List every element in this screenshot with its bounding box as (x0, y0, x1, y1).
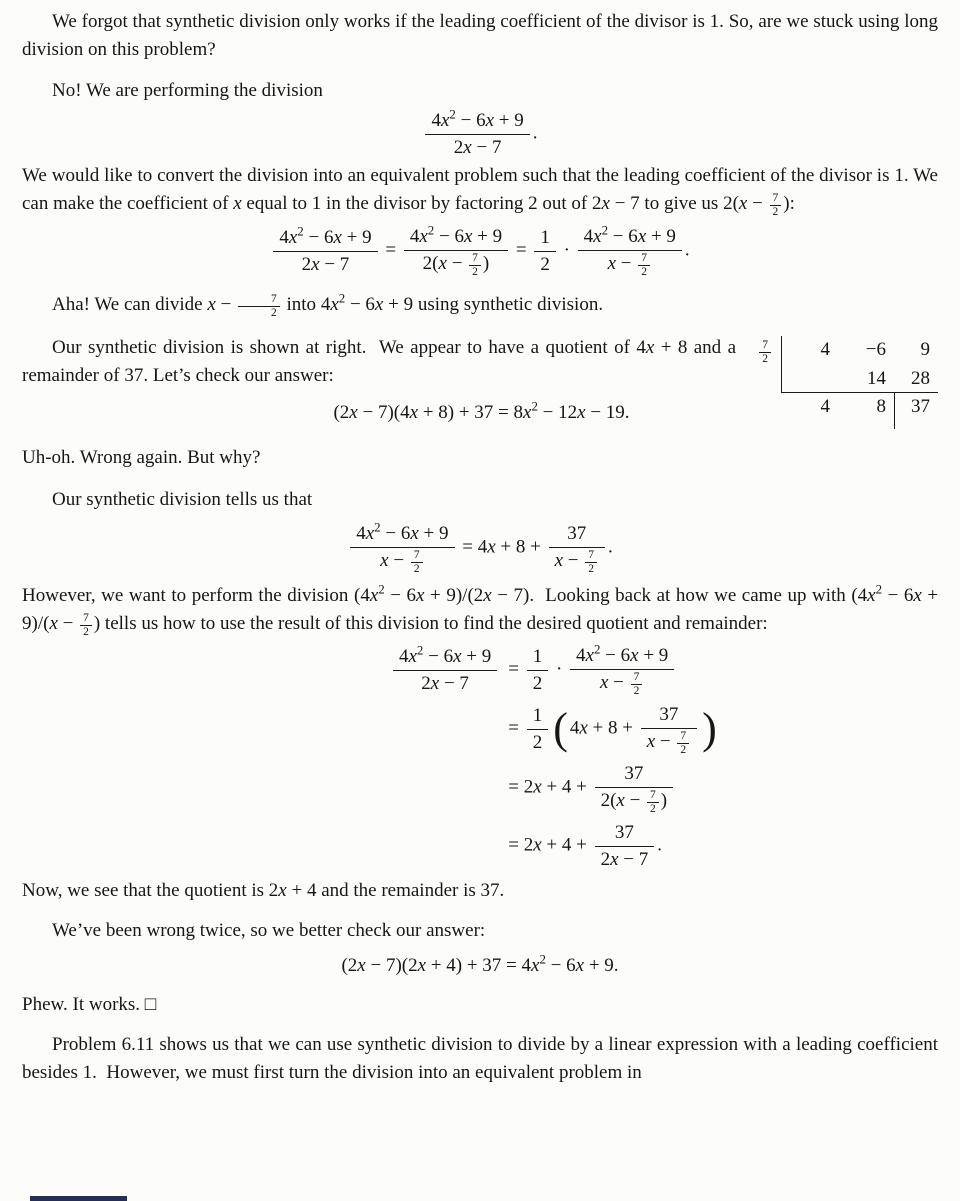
inline-fraction (238, 293, 280, 320)
fraction-numerator (534, 225, 556, 252)
text-run: Aha! We can divide (52, 294, 208, 315)
text-run: We forgot that synthetic division only works if the leading coefficient of the divisor is 1. So, are we stuck using long division on this problem? (22, 11, 943, 60)
fraction-denominator (595, 788, 674, 815)
text-run: . (532, 122, 538, 144)
synth-cell: 4 (820, 339, 830, 360)
inline-fraction (585, 549, 597, 576)
paragraph-quotient-remainder (22, 877, 938, 905)
fraction-denominator: 2 (271, 307, 277, 319)
fraction-denominator: 2 (413, 563, 420, 575)
display-eq-original-division (22, 108, 938, 160)
text-run: No! We are performing the division (52, 80, 323, 101)
text-run: = (508, 717, 524, 739)
math-run: 4x + 8 + (477, 536, 541, 558)
math-run: ) (482, 253, 490, 274)
fraction-numerator (595, 761, 674, 788)
text-run: . (613, 955, 619, 976)
math-run: $4x^2 - 6x + 9$ (279, 223, 372, 248)
synth-empty-cell (736, 365, 782, 393)
text-run: into (281, 294, 321, 315)
paragraph-uh-oh (22, 444, 938, 472)
display-fraction (595, 820, 655, 872)
align-rhs (508, 643, 677, 697)
synth-divisor-cell (736, 336, 782, 365)
fraction-numerator (578, 224, 682, 251)
math-run: ) (660, 790, 668, 811)
inline-fraction (677, 730, 689, 757)
math-run: $4x^2 - 6x + 9$ (356, 519, 449, 544)
math-run: $4x^2 - 6x + 9$ (409, 222, 503, 247)
fraction-numerator: 7 (411, 549, 423, 563)
math-run: 2x + 4 + (523, 834, 587, 856)
synth-grid (736, 336, 938, 429)
math-run: x − (207, 294, 232, 315)
big-parenthesis: ) (702, 704, 717, 753)
math-run: $4x^2 - 6x + 9$ (320, 290, 414, 315)
synth-cell: 14 (838, 365, 894, 393)
text-run: = (457, 536, 478, 558)
text-run: and a remainder of 37. Let’s check our answer: (22, 337, 741, 386)
text-run: We’ve been wrong twice, so we better check our answer: (52, 920, 486, 941)
math-run: 2x − 7 (600, 849, 649, 870)
fraction-denominator: 2 (772, 206, 779, 218)
paragraph-problem-611 (22, 1031, 943, 1087)
fraction-denominator: 2 (472, 266, 478, 278)
math-run: $(4x^2 - 6x + 9)/(2x - 7)$ (353, 581, 530, 606)
fraction-numerator: 7 (80, 612, 92, 626)
display-fraction (273, 225, 377, 277)
text-run: = (508, 834, 524, 856)
math-run: 4x + 8 (636, 337, 688, 358)
aligned-derivation (305, 643, 719, 872)
fraction-numerator (393, 644, 497, 671)
fraction-denominator (527, 730, 549, 755)
fraction-numerator: 7 (238, 293, 280, 307)
text-run: Problem 6.11 shows us that we can use synthetic division to divide by a linear expression with a leading coefficient besides 1. However, we must first turn the division into an equivalent problem in (22, 1034, 943, 1083)
fraction-numerator (641, 702, 697, 729)
fraction-numerator (350, 521, 454, 548)
display-eq-factor-chain (22, 224, 938, 278)
fraction-denominator (570, 670, 674, 697)
fraction-numerator (570, 643, 674, 670)
align-row-3 (305, 761, 719, 815)
synth-cell: 8 (876, 396, 886, 417)
text-run: and the remainder is 37. (316, 880, 505, 901)
text-run: · (551, 658, 568, 680)
display-fraction (425, 108, 529, 160)
math-run: 2x − 7 (301, 254, 350, 275)
display-eq-synth-result (22, 521, 938, 575)
math-run: $(4x^2 - 6x + 9)/(x$ − (22, 581, 939, 634)
text-run: . (657, 834, 662, 856)
text-run: Uh-oh. Wrong again. But why? (22, 447, 261, 468)
display-fraction (534, 225, 556, 277)
fraction-denominator: 2 (762, 353, 768, 365)
text-run: 37 (624, 763, 644, 784)
synthetic-division-text-column (22, 334, 741, 431)
math-run: x (233, 193, 242, 214)
display-fraction (641, 702, 697, 756)
text-run: 2 (540, 254, 550, 275)
fraction-numerator (549, 521, 605, 548)
fraction-denominator (404, 251, 508, 278)
align-rhs (508, 702, 719, 756)
paragraph-however (22, 582, 938, 638)
inline-fraction (469, 252, 481, 279)
text-run: However, we want to perform the division (22, 585, 354, 606)
text-run: 37 (567, 523, 587, 544)
paragraph-forgot (22, 8, 943, 64)
display-fraction (527, 703, 549, 755)
text-run: = (511, 239, 532, 261)
fraction-numerator: 7 (585, 549, 597, 563)
fraction-denominator (534, 252, 556, 277)
synthetic-division-table (736, 334, 938, 431)
math-run: 2(x − (422, 253, 463, 274)
text-run: . Looking back at how we came up with (529, 585, 852, 606)
math-run: x − (554, 550, 579, 571)
text-run: equal to 1 in the divisor by factoring 2 out of (241, 193, 593, 214)
display-fraction (350, 521, 454, 575)
fraction-numerator: 7 (469, 252, 481, 266)
text-run: 37 (614, 822, 634, 843)
divisor-fraction (759, 339, 771, 366)
fraction-numerator: 7 (647, 789, 659, 803)
fraction-denominator: 2 (588, 563, 594, 575)
synth-remainder-cell: 37 (894, 393, 938, 429)
fraction-denominator (273, 252, 377, 277)
math-run: 2x + 4 + (523, 776, 587, 798)
fraction-numerator (273, 225, 377, 252)
fraction-numerator (404, 224, 508, 251)
fraction-numerator (595, 820, 655, 847)
math-run: $4x^2 - 6x + 9$ (431, 106, 524, 131)
math-run: x − (599, 672, 624, 693)
fraction-numerator: 7 (770, 192, 782, 206)
fraction-denominator (350, 548, 454, 575)
synth-cell: −6 (865, 339, 886, 360)
synth-empty-cell (736, 393, 782, 429)
display-eq-final-check (22, 952, 938, 980)
fraction-numerator: 7 (759, 339, 771, 353)
fraction-denominator (578, 251, 682, 278)
math-run: 4x + 8 + (569, 717, 633, 739)
fraction-denominator (393, 671, 497, 696)
inline-fraction (411, 549, 423, 576)
math-run: ) (93, 613, 101, 634)
text-run: tells us how to use the result of this division to find the desired quotient and remainder: (100, 613, 768, 634)
text-run: · (558, 239, 575, 261)
math-run: x − (380, 550, 405, 571)
paragraph-no-performing (22, 77, 938, 105)
text-run: Phew. It works. □ (22, 994, 157, 1015)
fraction-denominator: 2 (83, 626, 89, 638)
synth-cell: 4 (820, 396, 830, 417)
text-run: = (380, 239, 401, 261)
text-run: 1 (540, 227, 550, 248)
text-run: 37 (659, 704, 679, 725)
text-run: We would like to convert the division into an equivalent problem such that the leading coefficient of the divisor is 1. We can make the coefficient of (22, 165, 943, 214)
math-run: (x − (610, 790, 641, 811)
align-rhs (508, 761, 676, 815)
display-fraction (393, 644, 497, 696)
fraction-denominator (595, 847, 655, 872)
fraction-numerator (527, 644, 549, 671)
text-run: . (684, 239, 690, 261)
fraction-numerator: 7 (638, 252, 650, 266)
math-run: 2x − 7 (421, 673, 469, 694)
big-parenthesis: ( (553, 704, 568, 753)
text-run: to give us (639, 193, 724, 214)
inline-fraction (638, 252, 650, 279)
text-run: = (508, 658, 524, 680)
fraction-denominator: 2 (650, 803, 656, 815)
math-run: $4x^2 - 6x + 9$ (398, 642, 492, 667)
fraction-numerator: 7 (631, 671, 643, 685)
inline-fraction (770, 192, 782, 219)
display-fraction (570, 643, 674, 697)
fraction-denominator: 2 (633, 685, 640, 697)
fraction-denominator (527, 671, 549, 696)
inline-fraction (647, 789, 659, 816)
math-run: 2 (600, 790, 611, 811)
text-run: 2 (532, 673, 543, 694)
synthetic-division-section (22, 334, 938, 431)
display-fraction (549, 521, 605, 575)
display-eq-check-wrong (22, 399, 736, 427)
fraction-denominator: 2 (641, 266, 647, 278)
math-run: $4x^2 - 6x + 9$ (576, 641, 669, 666)
math-run: 2x − 7 (453, 137, 502, 158)
display-fraction (527, 644, 549, 696)
fraction-denominator (425, 135, 529, 160)
text-run: : (789, 193, 795, 214)
cutoff-banner (30, 1196, 127, 1201)
text-run: Our synthetic division tells us that (52, 489, 313, 510)
math-run: 2(x − (723, 193, 763, 214)
paragraph-convert (22, 162, 943, 218)
text-run: . (608, 536, 613, 558)
align-lhs (305, 644, 500, 696)
text-run: = (508, 776, 524, 798)
math-run: x − (607, 253, 632, 274)
align-row-1 (305, 643, 719, 697)
text-run: 1 (532, 705, 543, 726)
text-run: Our synthetic division is shown at right. We appear to have a quotient of (52, 337, 637, 358)
text-run: Now, we see that the quotient is (22, 880, 269, 901)
paragraph-check-again (22, 917, 938, 945)
fraction-numerator (425, 108, 529, 135)
math-run: 2x − 7 (592, 193, 640, 214)
fraction-denominator: 2 (680, 744, 687, 756)
fraction-denominator (549, 548, 605, 575)
paragraph-aha (22, 291, 938, 319)
align-row-4 (305, 820, 719, 872)
text-run: using synthetic division. (413, 294, 604, 315)
paragraph-phew (22, 991, 938, 1019)
align-rhs (508, 820, 662, 872)
paragraph-tells-us (22, 486, 938, 514)
text-run: 2 (532, 732, 543, 753)
synth-cell: 28 (894, 365, 938, 393)
text-run: . (624, 402, 630, 423)
display-fraction (578, 224, 682, 278)
text-run: 1 (532, 646, 543, 667)
synth-cell: 9 (920, 339, 930, 360)
math-run: $(2x - 7)(2x + 4) + 37 = 4x^2 - 6x + 9$ (341, 951, 614, 976)
fraction-denominator (641, 729, 697, 756)
math-run: ) (783, 193, 790, 214)
inline-fraction (631, 671, 643, 698)
align-row-2 (305, 702, 719, 756)
math-run: x − (646, 731, 671, 752)
math-run: 2x + 4 (268, 880, 317, 901)
math-run: $4x^2 - 6x + 9$ (583, 222, 676, 247)
paragraph-synthetic-right (22, 334, 741, 390)
inline-fraction (80, 612, 92, 639)
display-fraction (595, 761, 674, 815)
fraction-numerator (527, 703, 549, 730)
display-fraction (404, 224, 508, 278)
math-run: $(2x - 7)(4x + 8) + 37 = 8x^2 - 12x - 19$ (333, 398, 625, 423)
fraction-numerator: 7 (677, 730, 689, 744)
synth-cell (782, 365, 838, 393)
